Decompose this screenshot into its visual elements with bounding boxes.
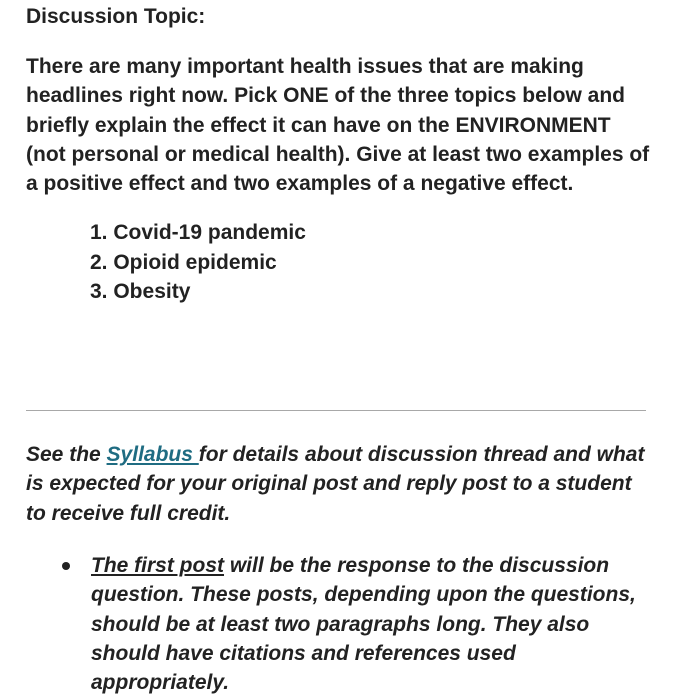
topic-item: 3. Obesity (90, 280, 191, 304)
discussion-title: Discussion Topic: (26, 5, 206, 28)
topic-list (90, 218, 656, 306)
list-item (62, 551, 652, 697)
discussion-page (26, 0, 656, 695)
topic-item: 2. Opioid epidemic (90, 250, 277, 274)
section-divider (26, 410, 646, 411)
discussion-prompt: There are many important health issues that are making headlines right now. Pick ONE of the three topics below and briefly explain the effect it can have on the ENVIRONMENT (not personal or medical health). Give at least two examples of a positive effect and two examples of a negative effect. (26, 55, 650, 196)
topic-item: 1. Covid-19 pandemic (90, 221, 306, 245)
syllabus-note-text: for details about discussion thread and what is expected for your original post and reply post to a student to receive full credit. (26, 443, 645, 525)
requirements-list (62, 551, 652, 697)
syllabus-note-prefix: See the (26, 443, 107, 466)
first-post-description: will be the response to the discussion question. These posts, depending upon the questions, should be at least two paragraphs long. They also should have citations and references used appropriately. (91, 554, 636, 695)
syllabus-note (26, 440, 656, 528)
syllabus-link[interactable]: Syllabus (106, 443, 199, 466)
bullet-icon (62, 562, 70, 570)
first-post-label: The first post (91, 554, 225, 577)
